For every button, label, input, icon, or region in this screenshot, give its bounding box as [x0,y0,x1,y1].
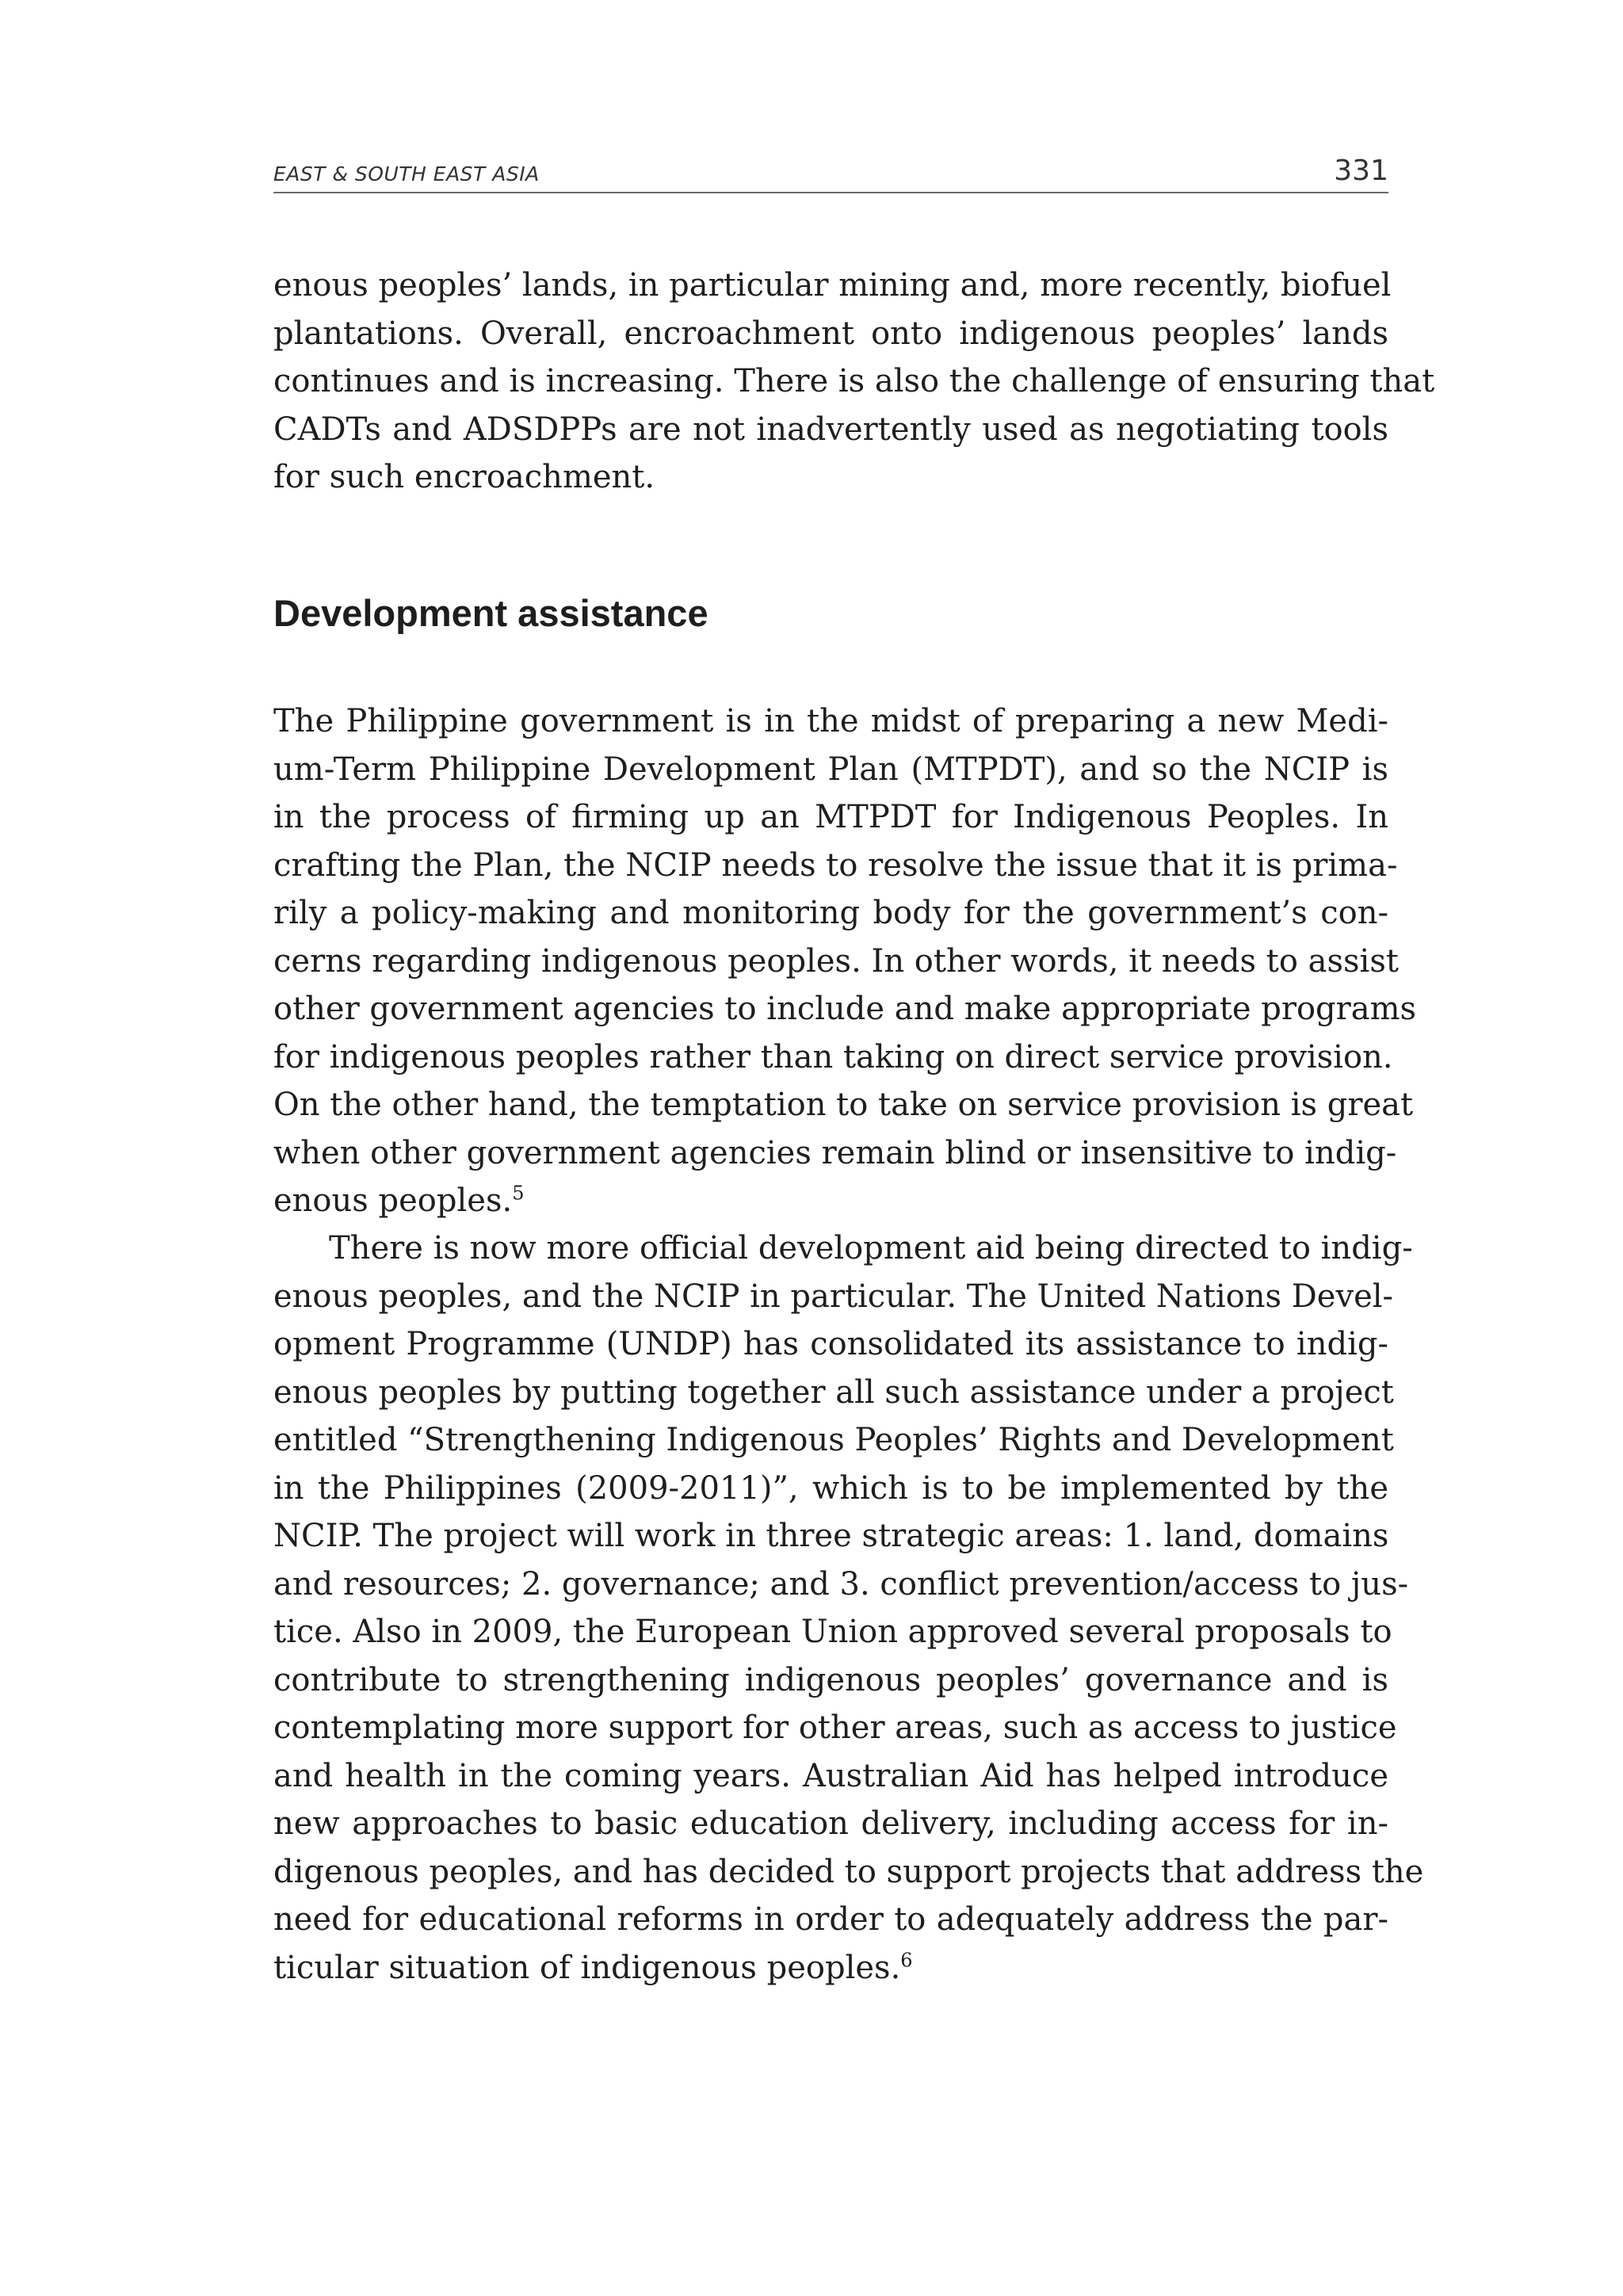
text-line: NCIP. The project will work in three strategic areas: 1. land, domains [273,1518,1389,1554]
text-line: and resources; 2. governance; and 3. conflict prevention/access to jus- [273,1565,1409,1603]
text-line: cerns regarding indigenous peoples. In other words, it needs to assist [273,942,1399,980]
footnote-marker[interactable]: 6 [900,1949,913,1972]
text-line: other government agencies to include and make appropriate programs [273,991,1417,1027]
text-line: new approaches to basic education delivery, including access for in- [273,1805,1388,1842]
text-line: for such encroachment. [273,459,655,495]
text-line: contribute to strengthening indigenous peoples’ governance and is [273,1661,1388,1698]
intro-paragraph [273,262,1435,502]
section-heading: Development assistance [273,592,708,634]
text-line: in the process of firming up an MTPDT for Indigenous Peoples. In [273,799,1388,835]
text-line: CADTs and ADSDPPs are not inadvertently used as negotiating tools [273,411,1388,448]
text-line: opment Programme (UNDP) has consolidated its assistance to indig- [273,1326,1388,1362]
paragraph-official-aid [273,1224,1424,1992]
text-line: enous peoples. [273,1182,513,1219]
text-line: On the other hand, the temptation to take on service provision is great [273,1087,1414,1123]
text-line: for indigenous peoples rather than taking on direct service provision. [273,1038,1393,1075]
text-line-with-footnote [273,1944,1388,1992]
text-line: enous peoples, and the NCIP in particular. The United Nations Devel- [273,1278,1394,1315]
text-line: ticular situation of indigenous peoples. [273,1949,901,1986]
text-line: when other government agencies remain blind or insensitive to indig- [273,1134,1397,1171]
text-line: need for educational reforms in order to adequately address the par- [273,1901,1388,1938]
text-line: digenous peoples, and has decided to support projects that address the [273,1853,1424,1890]
text-line: um-Term Philippine Development Plan (MTPDT), and so the NCIP is [273,751,1388,788]
running-header [273,155,1388,193]
text-line: entitled “Strengthening Indigenous Peoples’ Rights and Development [273,1422,1394,1458]
page-number: 331 [1334,155,1388,187]
text-line: The Philippine government is in the midst of preparing a new Medi- [273,703,1388,739]
text-line: crafting the Plan, the NCIP needs to resolve the issue that it is prima- [273,846,1398,884]
footnote-marker[interactable]: 5 [512,1182,525,1205]
text-line: plantations. Overall, encroachment onto indigenous peoples’ lands [273,315,1388,352]
text-line: tice. Also in 2009, the European Union approved several proposals to [273,1614,1392,1650]
text-line: in the Philippines (2009-2011)”, which is to be implemented by the [273,1469,1388,1507]
text-line-with-footnote [273,1177,1388,1225]
text-line: rily a policy-making and monitoring body for the government’s con- [273,895,1388,931]
text-line: enous peoples’ lands, in particular mining and, more recently, biofuel [273,267,1392,304]
text-line: contemplating more support for other areas, such as access to justice [273,1710,1397,1746]
text-line: There is now more official development aid being directed to indig- [329,1230,1413,1266]
running-head-section: EAST & SOUTH EAST ASIA [273,162,540,185]
text-line: continues and is increasing. There is also the challenge of ensuring that [273,363,1435,399]
text-line: enous peoples by putting together all such assistance under a project [273,1373,1394,1411]
paragraph-mtpdt [273,697,1417,1225]
text-line: and health in the coming years. Australian Aid has helped introduce [273,1757,1388,1794]
